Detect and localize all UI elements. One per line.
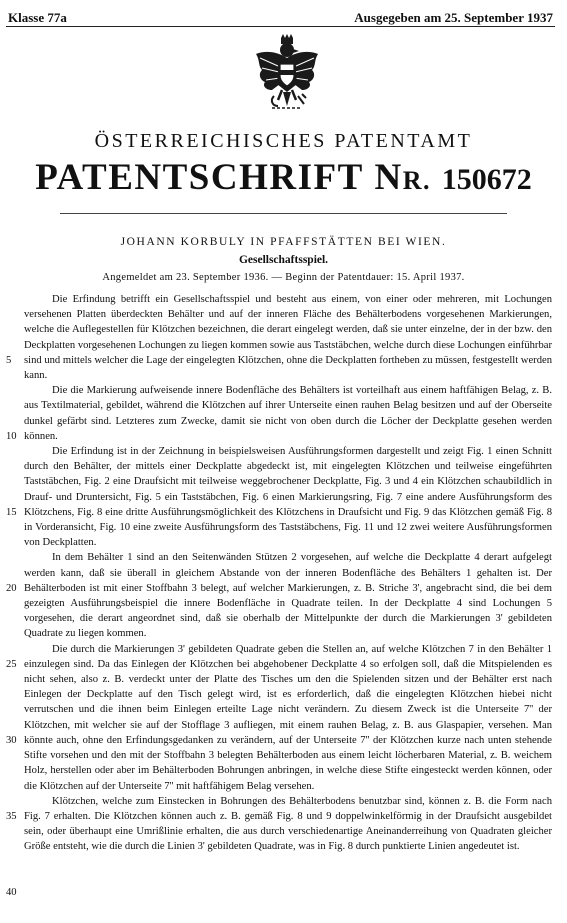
nr-letter-n: N xyxy=(374,157,403,198)
line-number: 25 xyxy=(6,658,17,670)
paragraph: Die Erfindung ist in der Zeichnung in beispielsweisen Ausführungsformen dargestellt und zeigt Fig. 1 einen Schnitt durch den Behälter, der mittels einer Deckplatte abgedeckt ist, mit eingelegten Klötzchen und teilweise eingeführten Taststäbchen, Fig. 2 eine Draufsicht mit teilweise weggebrochener Deckplatte, Fig. 3 und 4 ein Klötzchen schaubildlich in Drauf- und Druntersicht, Fig. 5 ein Taststäbchen, Fig. 6 einen Markierungsring, Fig. 7 eine andere Ausführungsform des Klötzchens, Fig. 8 eine dritte Ausführungsmöglichkeit des Klötzchens in Draufsicht und Fig. 9 das Klötzchen gemäß Fig. 8 in Vorderansicht, Fig. 10 eine zweite Ausführungsform des Taststäbchens, Fig. 11 und 12 zwei weitere Ausführungsformen von Deckplatten. xyxy=(24,446,552,549)
header-bar xyxy=(6,6,555,27)
paragraph: Die Erfindung betrifft ein Gesellschaftsspiel und besteht aus einem, von einer oder mehreren, mit Lochungen versehenen Platten überdeckten Behälter und auf der inneren Fläche des Behälterbodens vorgesehenen Markierungen, welche die Auflegestellen für Klötzchen bezeichnen, die derart eingelegt werden, daß sie unter einzelne, der in der bzw. den Deckplatten vorgesehenen Lochungen zu liegen kommen sowie aus Taststäbchen, welche durch diese Lochungen einführbar sind und mittels welcher die Lage der eingelegten Klötzchen, ohne die Deckplatten fortheben zu müssen, festgestellt werden kann. xyxy=(24,294,552,382)
inventor-line: JOHANN KORBULY IN PFAFFSTÄTTEN BEI WIEN. xyxy=(120,236,447,248)
paragraph: Die durch die Markierungen 3' gebildeten Quadrate geben die Stellen an, auf welche Klötzchen 7 in den Behälter 1 einzulegen sind. Da das Einlegen der Klötzchen bei abgehobener Deckplatte 4 so erfolgen soll, daß die Mitspielenden es nicht sehen, also z. B. verdeckt unter der Platte des Tisches um den die Spielenden sitzen und der Behälter erst nach Einlegen der Deckplatte auf den Tisch gelegt wird, ist es erforderlich, daß die eingelegten Klötzchen hiebei nicht verrutschen und die ihnen beim Einlegen erteilte Lage nicht verändern. Zu diesem Zweck ist die Unterseite 7'' der Klötzchen, mit welcher sie auf der Stofflage 3 aufliegen, mit einem rauhen Belag, z. B. aus Glaspapier, versehen. Man könnte auch, ohne den Erfindungsgedanken zu verändern, auf der Unterseite 7'' der Klötzchen kurze nach unten stehende Stifte vorsehen und den mit der Stoffbahn 3 belegten Behälterboden aus einem leicht löcherbaren Material, z. B. weichem Holz, herstellen oder aber im Behälterboden Bohrungen anbringen, in welche diese Stifte eingesteckt werden können, oder die Klötzchen auf der Unterseite 7'' mit haftfähigem Belag versehen. xyxy=(24,643,552,792)
line-number: 5 xyxy=(6,354,12,366)
patent-office-name: ÖSTERREICHISCHES PATENTAMT xyxy=(94,130,473,152)
line-number: 15 xyxy=(6,506,17,518)
paragraph: Die die Markierung aufweisende innere Bodenfläche des Behälters ist vorteilhaft aus einem haftfähigen Belag, z. B. aus Textilmaterial, gebildet, während die Klötzchen auf ihrer Unterseite einen rauhen Belag besitzen und auf der Oberseite dunkel gefärbt sind. Letzteres zum Zwecke, damit sie nicht von oben durch die Löcher der Deckplatte gesehen werden können. xyxy=(24,385,552,442)
line-number: 10 xyxy=(6,430,17,442)
title-divider xyxy=(60,213,507,214)
line-number: 30 xyxy=(6,734,17,746)
line-number: 35 xyxy=(6,810,17,822)
nr-letter-r: R. xyxy=(402,166,432,195)
issue-date: Ausgegeben am 25. September 1937 xyxy=(354,10,553,25)
patent-title xyxy=(0,156,567,199)
klasse-label: Klasse 77a xyxy=(8,10,67,25)
subject-title: Gesellschaftsspiel. xyxy=(238,254,329,266)
patent-number: 150672 xyxy=(441,163,532,196)
filing-dates: Angemeldet am 23. September 1936. — Beginn der Patentdauer: 15. April 1937. xyxy=(102,272,465,283)
line-number: 40 xyxy=(6,886,17,898)
austrian-eagle-emblem-icon xyxy=(252,34,322,112)
paragraph: In dem Behälter 1 sind an den Seitenwänden Stützen 2 vorgesehen, auf welche die Deckplatte 4 derart aufgelegt werden kann, daß sie überall in gleichem Abstande von der inneren Bodenfläche des Behälters 1 gehalten ist. Der Behälterboden ist mit einer Stoffbahn 3 belegt, auf welcher Markierungen, z. B. Striche 3', angebracht sind, die bei dem gezeigten Ausführungsbeispiel die innere Bodenfläche in Quadrate teilen. In der Deckplatte 4 sind Lochungen 5 vorgesehen, die derart angeordnet sind, daß sie oberhalb der Mittelpunkte der durch die Markierungen 3' gebildeten Quadrate zu liegen kommen. xyxy=(24,552,552,640)
paragraph: Klötzchen, welche zum Einstecken in Bohrungen des Behälterbodens benutzbar sind, können z. B. die Form nach Fig. 7 erhalten. Die Klötzchen können auch z. B. gemäß Fig. 8 und 9 doppelwinkelförmig in der Draufsicht ausgebildet sein, oder überhaupt eine Umrißlinie erhalten, die aus durch verschiedenartige Aneinanderreihung von Quadraten gleicher Größe entsteht, wie die durch die Linien 3' gebildeten Quadrate, was in Fig. 8 durch punktierte Linien angedeutet ist. xyxy=(24,795,552,853)
patentschrift-label: PATENTSCHRIFT xyxy=(35,157,364,198)
line-number: 20 xyxy=(6,582,17,594)
patent-body xyxy=(24,292,552,855)
